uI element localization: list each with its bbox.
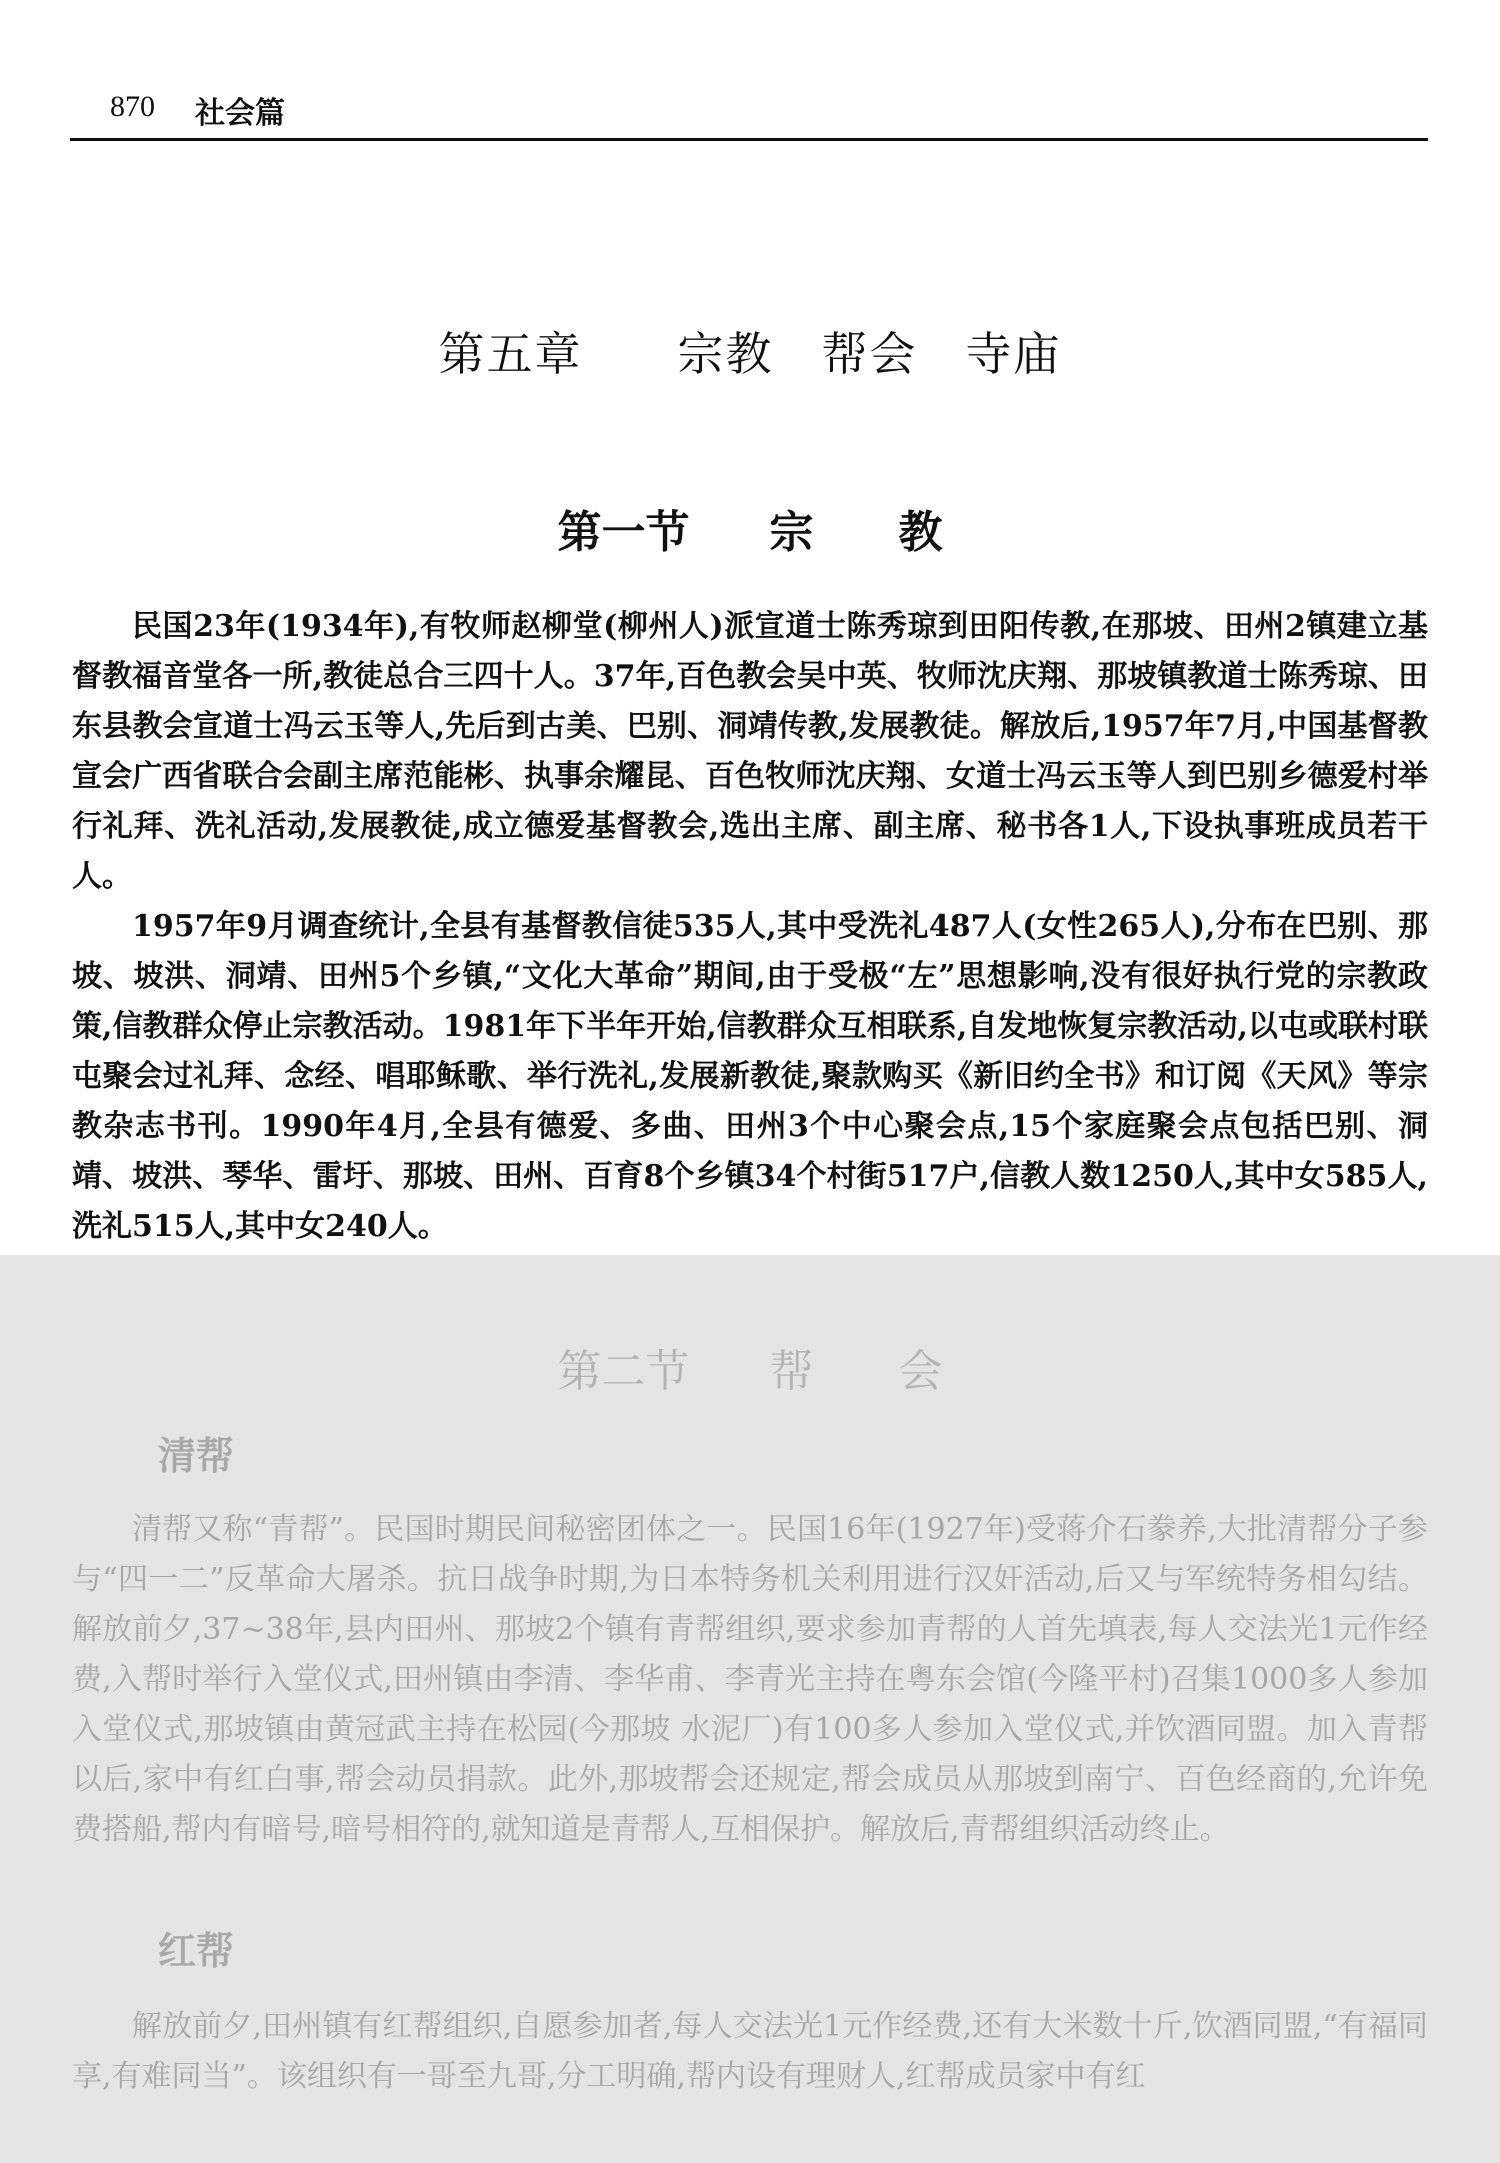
body-paragraph: 解放前夕,田州镇有红帮组织,自愿参加者,每人交法光1元作经费,还有大米数十斤,饮酒同盟,“有福同享,有难同当”。该组织有一哥至九哥,分工明确,帮内设有理财人,红帮成员家中有红 [72, 2009, 1428, 2094]
body-paragraph: 民国23年(1934年),有牧师赵柳堂(柳州人)派宣道士陈秀琼到田阳传教,在那坡、田州2镇建立基督教福音堂各一所,教徒总合三四十人。37年,百色教会吴中英、牧师沈庆翔、那坡镇教道士陈秀琼、田东县教会宣道士冯云玉等人,先后到古美、巴别、洞靖传教,发展教徒。解放后,1957年7月,中国基督教宣会广西省联合会副主席范能彬、执事余耀昆、百色牧师沈庆翔、女道士冯云玉等人到巴别乡德爱村举行礼拜、洗礼活动,发展教徒,成立德爱基督教会,选出主席、副主席、秘书各1人,下设执事班成员若干人。 [72, 609, 1428, 894]
chapter-title-part: 宗教 [677, 327, 774, 381]
section-2-title [0, 1335, 1500, 1399]
section-1-body [72, 602, 1428, 1252]
page-number: 870 [110, 90, 155, 123]
body-paragraph: 清帮又称“青帮”。民国时期民间秘密团体之一。民国16年(1927年)受蒋介石豢养,大批清帮分子参与“四一二”反革命大屠杀。抗日战争时期,为日本特务机关利用进行汉奸活动,后又与军统特务相勾结。解放前夕,37~38年,县内田州、那坡2个镇有青帮组织,要求参加青帮的人首先填表,每人交法光1元作经费,入帮时举行入堂仪式,田州镇由李清、李华甫、李青光主持在粤东会馆(今隆平村)召集1000多人参加入堂仪式,那坡镇由黄冠武主持在松园(今那坡 水泥厂)有100多人参加入堂仪式,并饮酒同盟。加入青帮以后,家中有红白事,帮会动员捐款。此外,那坡帮会还规定,帮会成员从那坡到南宁、百色经商的,允许免费搭船,帮内有暗号,暗号相符的,就知道是青帮人,互相保护。解放后,青帮组织活动终止。 [72, 1512, 1428, 1847]
section-title-char: 帮 [769, 1346, 814, 1397]
section-title-char: 教 [898, 507, 943, 558]
subheading-hong-bang: 红帮 [158, 1928, 235, 1973]
section-1-title [0, 496, 1500, 560]
section-number: 第二节 [557, 1346, 690, 1397]
running-header-title: 社会篇 [195, 96, 285, 131]
faded-lower-region [0, 1255, 1500, 2163]
chapter-title-part: 寺庙 [965, 327, 1062, 381]
body-paragraph: 1957年9月调查统计,全县有基督教信徒535人,其中受洗礼487人(女性265人),分布在巴别、那坡、坡洪、洞靖、田州5个乡镇,“文化大革命”期间,由于受极“左”思想影响,没有很好执行党的宗教政策,信教群众停止宗教活动。1981年下半年开始,信教群众互相联系,自发地恢复宗教活动,以屯或联村联屯聚会过礼拜、念经、唱耶稣歌、举行洗礼,发展新教徒,聚款购买《新旧约全书》和订阅《天风》等宗教杂志书刊。1990年4月,全县有德爱、多曲、田州3个中心聚会点,15个家庭聚会点包括巴别、洞靖、坡洪、琴华、雷圩、那坡、田州、百育8个乡镇34个村街517户,信教人数1250人,其中女585人,洗礼515人,其中女240人。 [72, 909, 1428, 1244]
section-number: 第一节 [557, 507, 690, 558]
chapter-number: 第五章 [438, 327, 583, 381]
section-title-char: 会 [898, 1346, 943, 1397]
qing-bang-body [72, 1505, 1428, 1855]
hong-bang-body [72, 2002, 1428, 2102]
subheading-qing-bang: 清帮 [158, 1433, 235, 1478]
section-title-char: 宗 [769, 507, 814, 558]
chapter-title-part: 帮会 [821, 327, 918, 381]
running-header [70, 90, 1428, 141]
chapter-title [0, 318, 1500, 384]
